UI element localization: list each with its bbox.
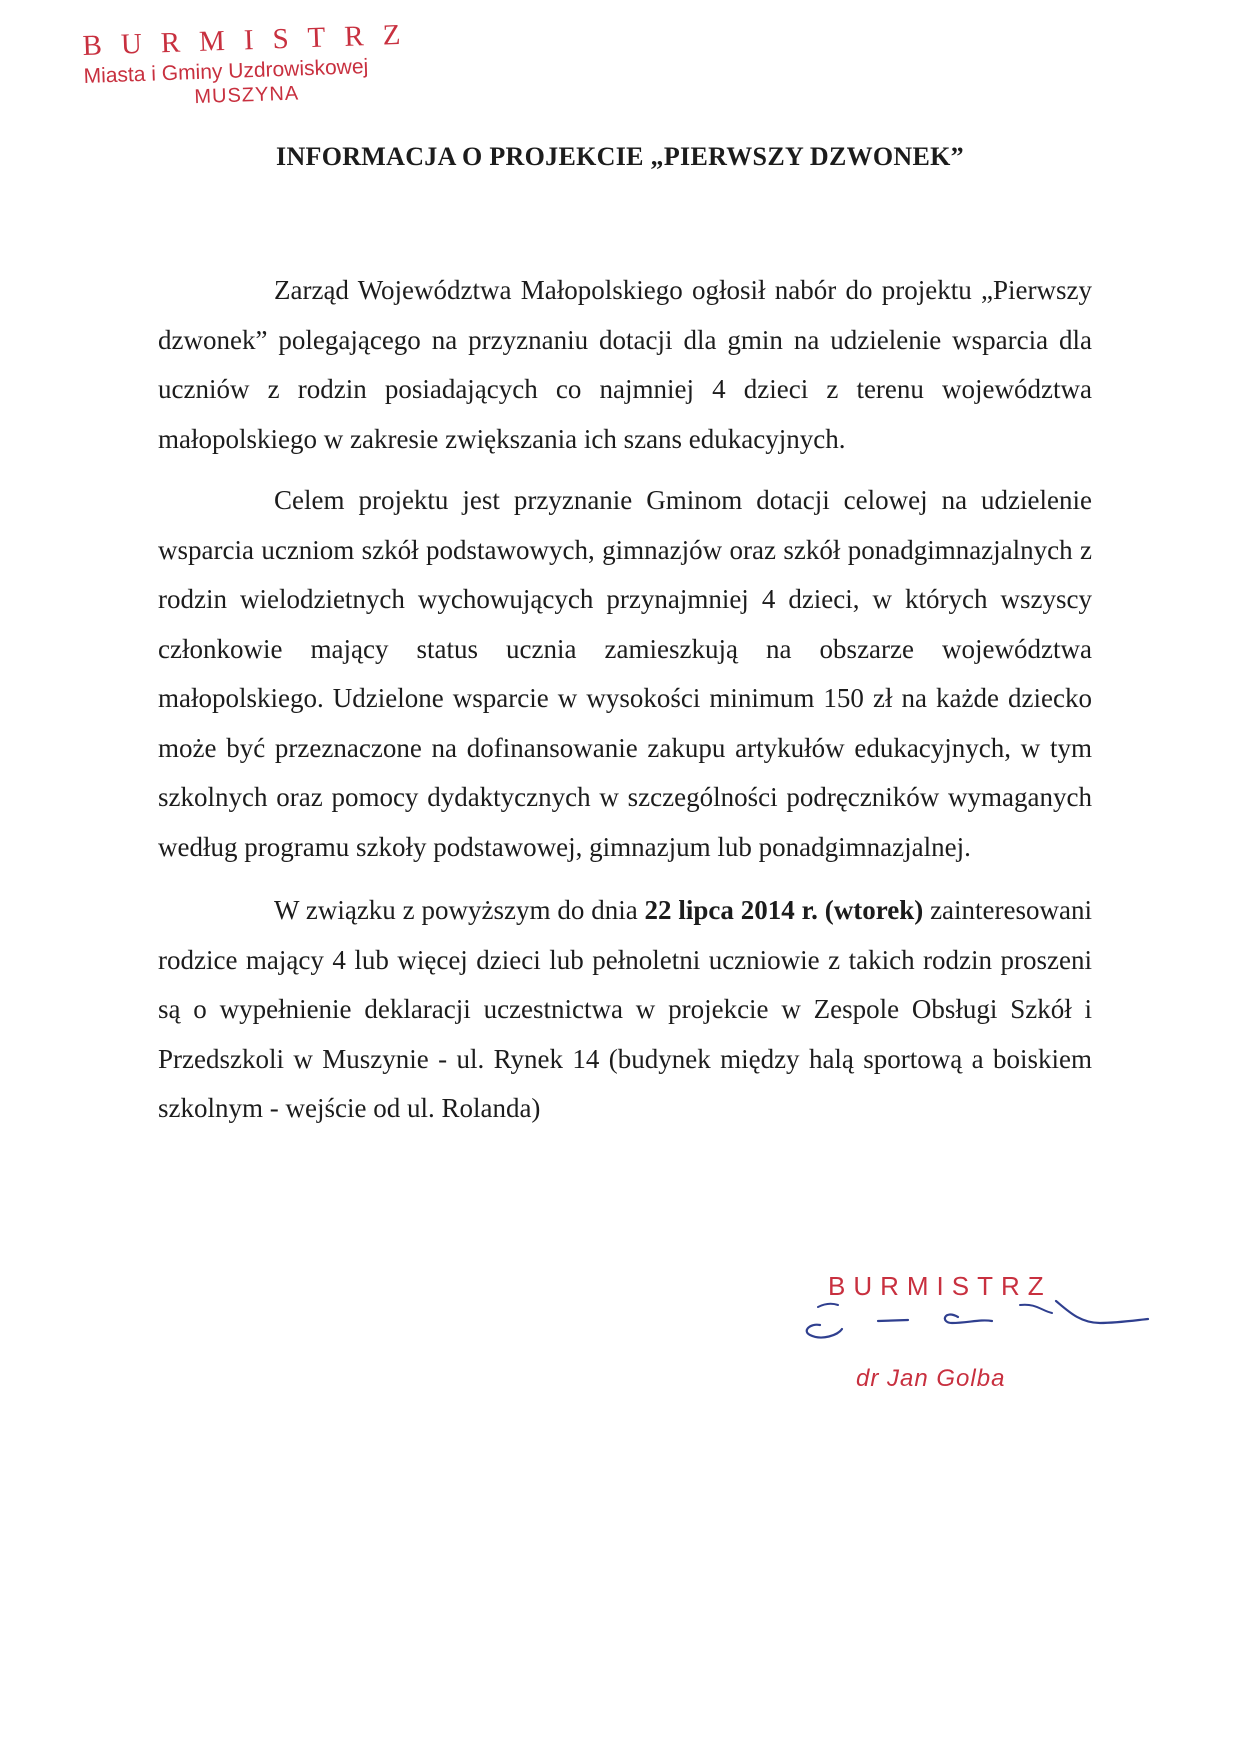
paragraph-2: Celem projektu jest przyznanie Gminom dotacji celowej na udzielenie wsparcia uczniom szkół podstawowych, gimnazjów oraz szkół ponadgimnazjalnych z rodzin wielodzietnych wychowujących przynajmniej 4 dzieci, w których wszyscy członkowie mający status ucznia zamieszkują na obszarze województwa małopolskiego. Udzielone wsparcie w wysokości minimum 150 zł na każde dziecko może być przeznaczone na dofinansowanie zakupu artykułów edukacyjnych, w tym szkolnych oraz pomocy dydaktycznych w szczególności podręczników wymaganych według programu szkoły podstawowej, gimnazjum lub ponadgimnazjalnej. xyxy=(158,485,1092,862)
document-body xyxy=(158,266,1092,1146)
deadline-date: 22 lipca 2014 r. (wtorek) xyxy=(644,895,924,925)
stamp-office-title: BURMISTRZ xyxy=(82,18,420,62)
paragraph-3 xyxy=(158,886,1092,1134)
signature-stamp-title: BURMISTRZ xyxy=(828,1271,1052,1301)
signature-stamp xyxy=(820,1265,1150,1405)
paragraph-3-end: zainteresowani rodzice mający 4 lub więcej dzieci lub pełnoletni uczniowie z takich rodzin proszeni są o wypełnienie deklaracji uczestnictwa w projekcie w Zespole Obsługi Szkół i Przedszkoli w Muszynie - ul. Rynek 14 (budynek między halą sportową a boiskiem szkolnym - wejście od ul. Rolanda) xyxy=(158,895,1092,1123)
signatory-name: dr Jan Golba xyxy=(856,1365,1006,1392)
document-title: INFORMACJA O PROJEKCIE „PIERWSZY DZWONEK” xyxy=(276,142,964,171)
handwritten-signature xyxy=(780,1283,1160,1363)
stamp-town: MUSZYNA xyxy=(194,82,300,109)
paragraph-3-start: W związku z powyższym do dnia xyxy=(274,895,645,925)
header-stamp xyxy=(82,18,425,113)
stamp-municipality: Miasta i Gminy Uzdrowiskowej xyxy=(83,55,369,88)
paragraph-1: Zarząd Województwa Małopolskiego ogłosił nabór do projektu „Pierwszy dzwonek” polegającego na przyznaniu dotacji dla gmin na udzielenie wsparcia dla uczniów z rodzin posiadających co najmniej 4 dzieci z terenu województwa małopolskiego w zakresie zwiększania ich szans edukacyjnych. xyxy=(158,275,1092,454)
